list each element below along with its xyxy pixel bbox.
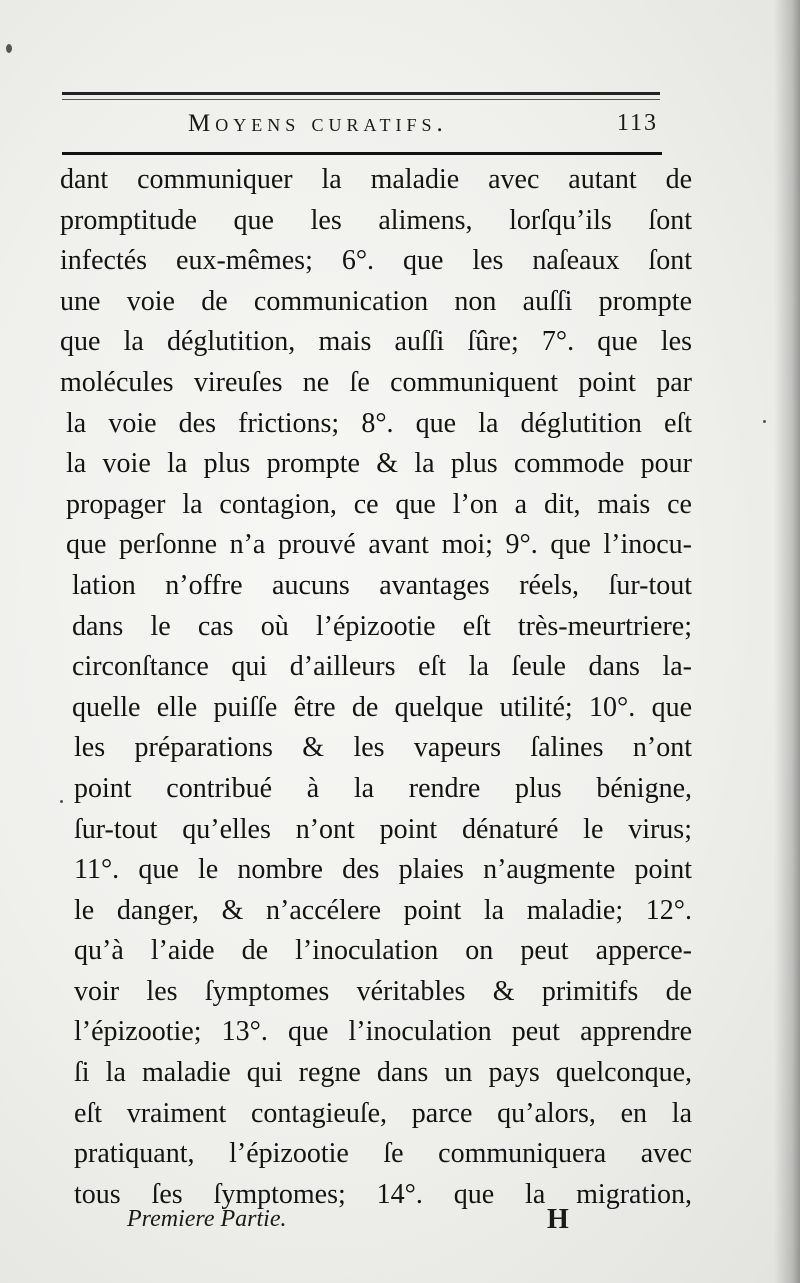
- text-line: que perſonne n’a prouvé avant moi; 9°. que l’inocu-: [66, 529, 692, 561]
- text-line: promptitude que les alimens, lorſqu’ils ſont: [60, 204, 692, 236]
- body-text: [60, 160, 700, 1215]
- text-line: point contribué à la rendre plus bénigne,: [74, 772, 692, 804]
- text-line: la voie la plus prompte & la plus commode pour: [66, 448, 692, 480]
- page-footer: [127, 1206, 597, 1246]
- signature-mark: H: [547, 1204, 569, 1235]
- text-line: ſi la maladie qui regne dans un pays quelconque,: [74, 1057, 692, 1089]
- text-line: dant communiquer la maladie avec autant de: [60, 164, 692, 195]
- ink-speck: [60, 800, 63, 803]
- ink-speck: [6, 44, 12, 53]
- header-top-rule: [62, 92, 660, 95]
- text-line: dans le cas où l’épizootie eſt très-meurtriere;: [72, 610, 692, 642]
- page-number: 113: [616, 110, 658, 136]
- header-bottom-rule: [62, 152, 662, 155]
- text-line: le danger, & n’accélere point la maladie; 12°.: [74, 894, 692, 926]
- text-line: la voie des frictions; 8°. que la déglutition eſt: [66, 407, 692, 439]
- text-line: lation n’offre aucuns avantages réels, ſur-tout: [72, 569, 692, 601]
- text-line: une voie de communication non auſſi prompte: [60, 285, 692, 317]
- running-title: Moyens curatifs.: [188, 110, 448, 137]
- page-edge-shadow: [774, 0, 800, 1283]
- text-line: que la déglutition, mais auſſi ſûre; 7°. que les: [60, 326, 692, 358]
- text-line: 11°. que le nombre des plaies n’augmente point: [74, 854, 692, 886]
- signature-label: Premiere Partie.: [127, 1206, 287, 1232]
- text-line: les préparations & les vapeurs ſalines n’ont: [74, 732, 692, 764]
- running-header: [62, 106, 662, 146]
- text-line: quelle elle puiſſe être de quelque utilité; 10°. que: [72, 691, 692, 723]
- text-line: l’épizootie; 13°. que l’inoculation peut apprendre: [74, 1016, 692, 1048]
- text-line: ſur-tout qu’elles n’ont point dénaturé le virus;: [74, 813, 692, 845]
- text-line: eſt vraiment contagieuſe, parce qu’alors, en la: [74, 1097, 692, 1129]
- text-line: circonſtance qui d’ailleurs eſt la ſeule dans la-: [72, 651, 692, 683]
- text-line: tous ſes ſymptomes; 14°. que la migration,: [74, 1178, 692, 1210]
- text-line: propager la contagion, ce que l’on a dit, mais ce: [66, 488, 692, 520]
- ink-speck: [763, 420, 766, 423]
- header-top-thin-rule: [62, 99, 660, 100]
- text-line: voir les ſymptomes véritables & primitifs de: [74, 975, 692, 1007]
- text-line: infectés eux-mêmes; 6°. que les naſeaux ſont: [60, 245, 692, 277]
- text-line: molécules vireuſes ne ſe communiquent point par: [60, 366, 692, 398]
- text-line: qu’à l’aide de l’inoculation on peut apperce-: [74, 935, 692, 967]
- text-line: pratiquant, l’épizootie ſe communiquera avec: [74, 1138, 692, 1170]
